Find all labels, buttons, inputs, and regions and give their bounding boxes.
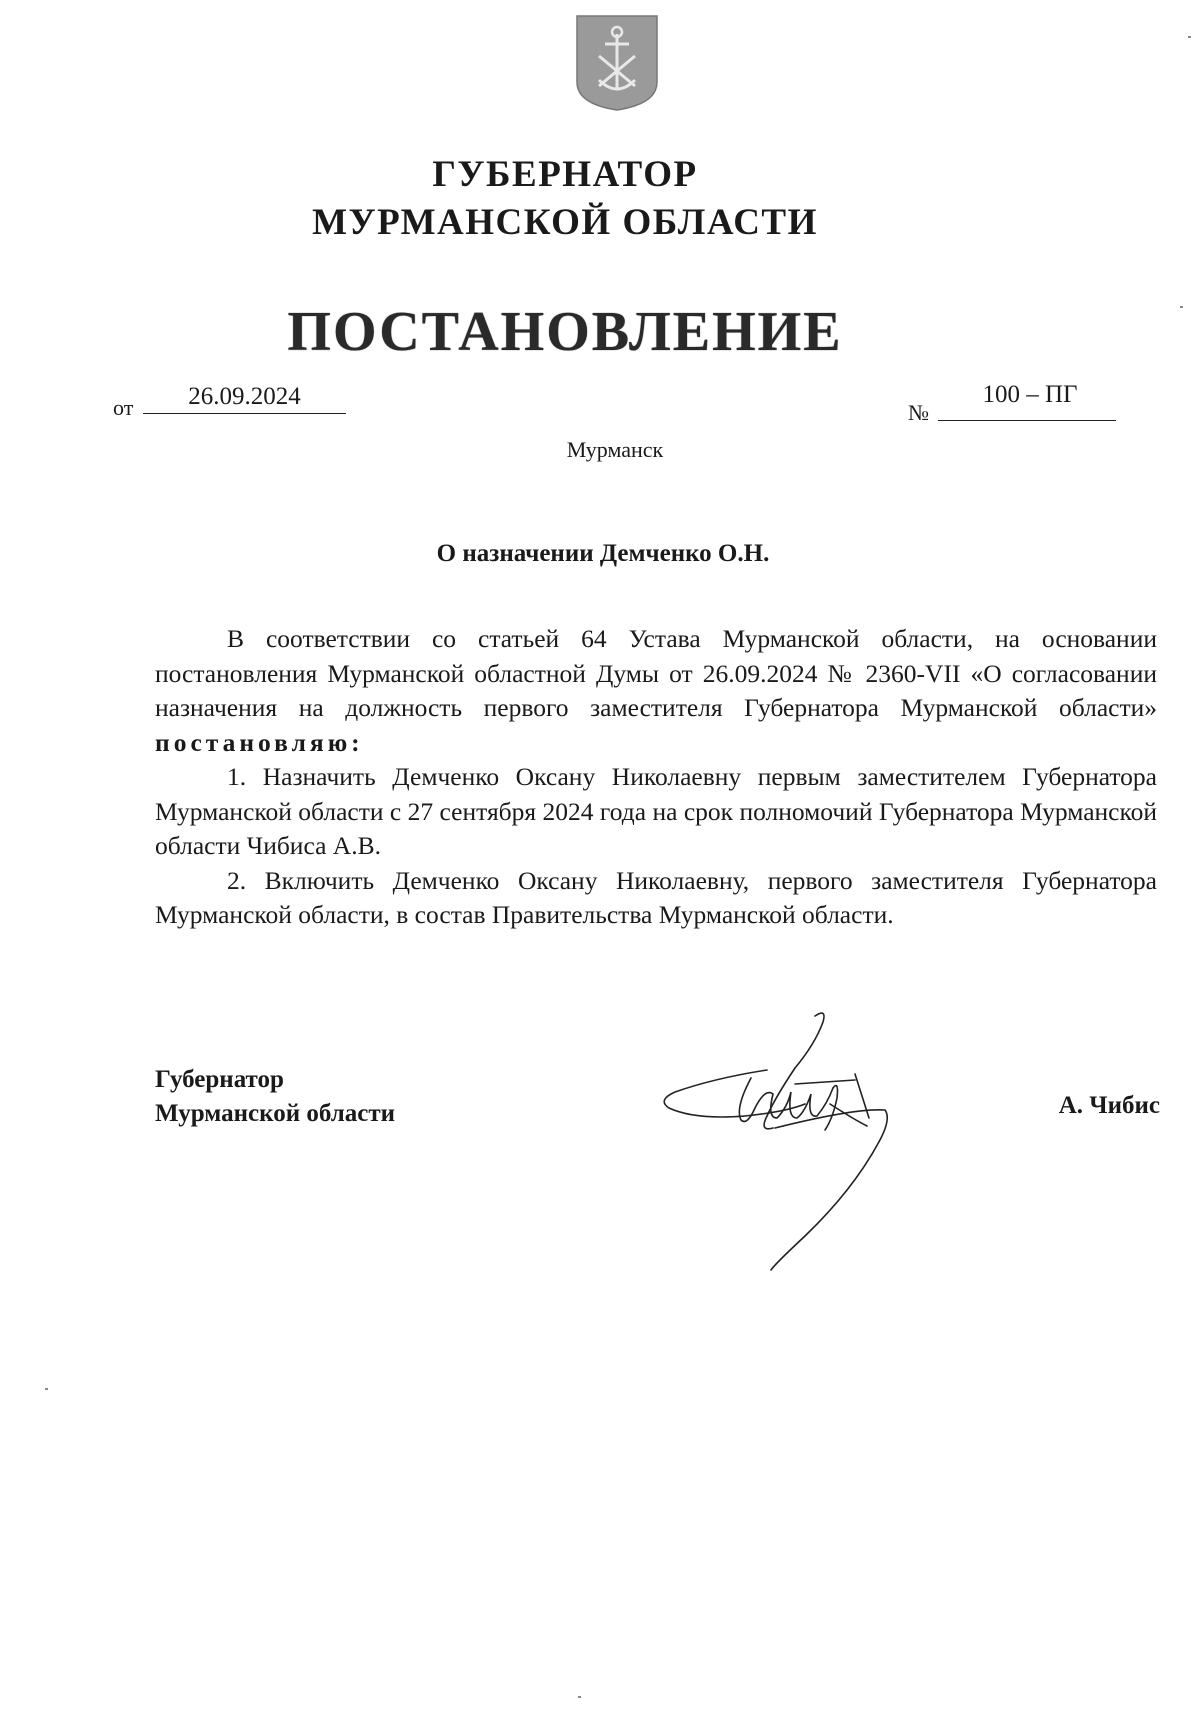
scan-speck (45, 1388, 48, 1390)
coat-of-arms-emblem (573, 12, 661, 112)
item-2-paragraph: 2. Включить Демченко Оксану Николаевну, первого заместителя Губернатора Мурманской области, в состав Правительства Мурманской области. (155, 865, 1157, 929)
authority-title-line2: МУРМАНСКОЙ ОБЛАСТИ (312, 202, 818, 243)
signatory-title (155, 1063, 395, 1131)
signatory-title-line2: Мурманской области (155, 1100, 396, 1127)
number-prefix: № (908, 400, 929, 425)
item-1-paragraph: 1. Назначить Демченко Оксану Николаевну первым заместителем Губернатора Мурманской области с 27 сентября 2024 года на срок полномочий Губернатора Мурманской области Чибиса А.В. (155, 762, 1157, 860)
document-type-heading: ПОСТАНОВЛЕНИЕ (287, 301, 843, 363)
number-underline (938, 420, 1116, 421)
handwritten-signature (655, 1008, 915, 1278)
document-body (155, 622, 1157, 933)
preamble-paragraph (155, 622, 1157, 760)
signatory-title-line1: Губернатор (155, 1066, 284, 1093)
scan-speck (1188, 36, 1191, 38)
date-underline (143, 413, 346, 414)
document-date: 26.09.2024 (188, 383, 301, 410)
authority-title-line1: ГУБЕРНАТОР (432, 154, 698, 195)
scan-speck (1180, 306, 1183, 308)
date-prefix: от (113, 395, 134, 420)
preamble-text: В соответствии со статьей 64 Устава Мурманской области, на основании постановления Мурманской областной Думы от 26.09.2024 № 2360-VII «О согласовании назначения на должность первого заместителя Губернатора Мурманской области» (155, 624, 1157, 722)
document-subject: О назначении Демченко О.Н. (436, 540, 770, 567)
document-number: 100 – ПГ (982, 381, 1078, 408)
city-name: Мурманск (566, 437, 664, 462)
signatory-name: А. Чибис (1058, 1092, 1160, 1119)
scan-speck (578, 1696, 581, 1698)
resolve-word: постановляю: (155, 727, 364, 757)
